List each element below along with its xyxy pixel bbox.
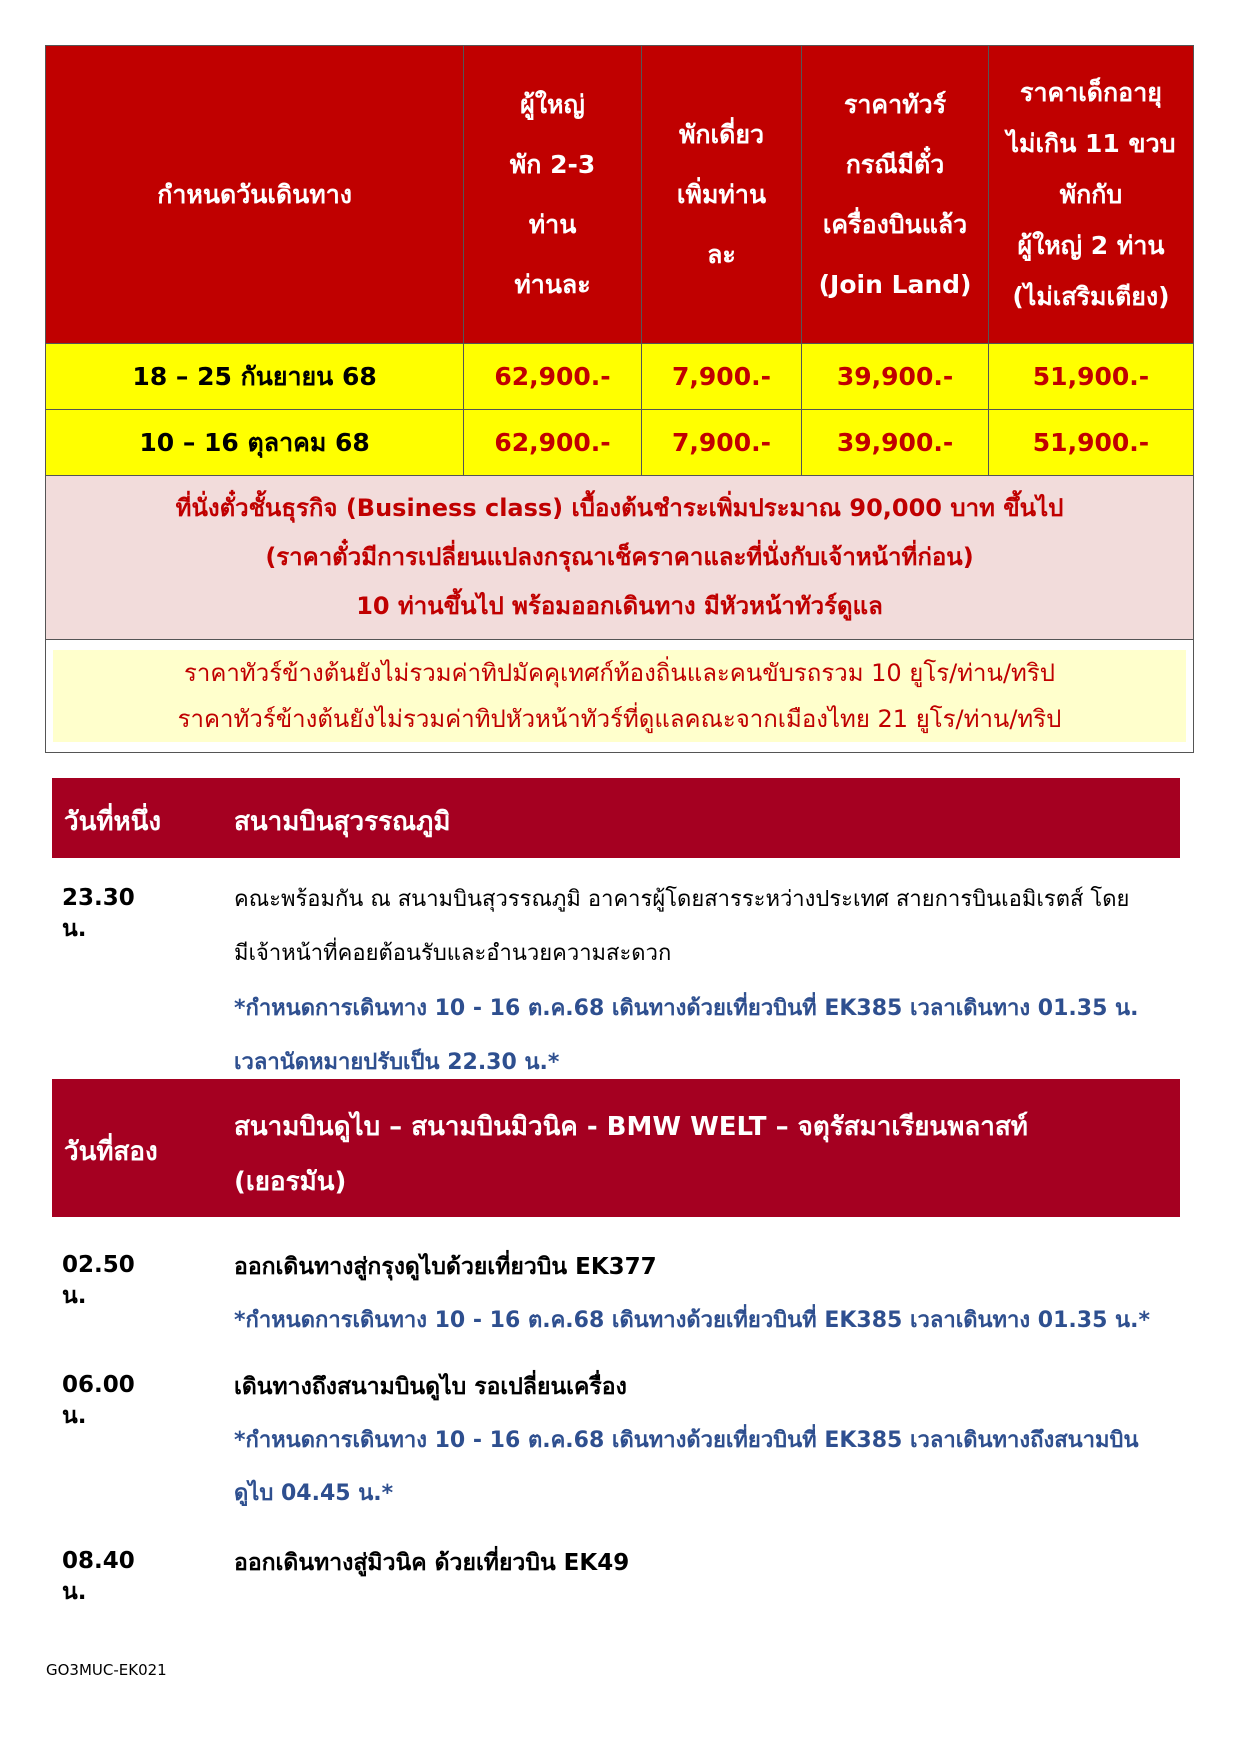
day1-label: วันที่หนึ่ง xyxy=(64,807,162,837)
table-row xyxy=(46,410,1194,476)
tip-note-cell xyxy=(46,640,1194,753)
day2-header xyxy=(52,1079,1180,1217)
day1-title: สนามบินสุวรรณภูมิ xyxy=(234,807,451,837)
schedule-desc: ออกเดินทางสู่กรุงดูไบด้วยเที่ยวบิน EK377 xyxy=(234,1254,657,1280)
day2-title-line2: (เยอรมัน) xyxy=(234,1167,347,1197)
price-table-header xyxy=(46,46,1194,344)
day1-note-line1: *กำหนดการเดินทาง 10 - 16 ต.ค.68 เดินทางด้วยเที่ยวบินที่ EK385 เวลาเดินทาง 01.35 น. xyxy=(234,996,1139,1021)
schedule-desc: ออกเดินทางสู่มิวนิค ด้วยเที่ยวบิน EK49 xyxy=(234,1550,630,1576)
row-adult-price: 62,900.- xyxy=(464,410,642,476)
schedule-time: 08.40 น. xyxy=(62,1548,135,1605)
schedule-time: 06.00 น. xyxy=(62,1372,135,1429)
row-child-price: 51,900.- xyxy=(988,410,1193,476)
schedule-time: 02.50 น. xyxy=(62,1252,135,1309)
day1-header xyxy=(52,778,1180,858)
day1-note-line2: เวลานัดหมายปรับเป็น 22.30 น.* xyxy=(234,1050,560,1075)
day1-time: 23.30 น. xyxy=(62,885,135,942)
price-table xyxy=(45,45,1194,753)
header-join-land: ราคาทัวร์ กรณีมีตั๋ว เครื่องบินแล้ว (Join Land) xyxy=(802,46,989,344)
schedule-note: *กำหนดการเดินทาง 10 - 16 ต.ค.68 เดินทางด้วยเที่ยวบินที่ EK385 เวลาเดินทางถึงสนามบิน xyxy=(234,1428,1139,1453)
row-date: 18 – 25 กันยายน 68 xyxy=(46,344,464,410)
business-class-note: ที่นั่งตั๋วชั้นธุรกิจ (Business class) เบื้องต้นชำระเพิ่มประมาณ 90,000 บาท ขึ้นไป (ราคาตั๋วมีการเปลี่ยนแปลงกรุณาเช็คราคาและที่นั่งกับเจ้าหน้าที่ก่อน) 10 ท่านขึ้นไป พร้อมออกเดินทาง มีหัวหน้าทัวร์ดูแล xyxy=(46,476,1194,640)
day1-desc-line1: คณะพร้อมกัน ณ สนามบินสุวรรณภูมิ อาคารผู้โดยสารระหว่างประเทศ สายการบินเอมิเรตส์ โดย xyxy=(234,887,1130,912)
day2-label: วันที่สอง xyxy=(64,1137,158,1167)
schedule-note: *กำหนดการเดินทาง 10 - 16 ต.ค.68 เดินทางด้วยเที่ยวบินที่ EK385 เวลาเดินทาง 01.35 น.* xyxy=(234,1308,1150,1333)
row-single-price: 7,900.- xyxy=(641,410,801,476)
row-adult-price: 62,900.- xyxy=(464,344,642,410)
row-join-land-price: 39,900.- xyxy=(802,344,989,410)
schedule-desc: เดินทางถึงสนามบินดูไบ รอเปลี่ยนเครื่อง xyxy=(234,1374,627,1400)
table-row xyxy=(46,344,1194,410)
header-child-price: ราคาเด็กอายุ ไม่เกิน 11 ขวบ พักกับ ผู้ใหญ่ 2 ท่าน (ไม่เสริมเตียง) xyxy=(988,46,1193,344)
row-join-land-price: 39,900.- xyxy=(802,410,989,476)
row-date: 10 – 16 ตุลาคม 68 xyxy=(46,410,464,476)
tip-note: ราคาทัวร์ข้างต้นยังไม่รวมค่าทิปมัคคุเทศก์ท้องถิ่นและคนขับรถรวม 10 ยูโร/ท่าน/ทริป ราคาทัวร์ข้างต้นยังไม่รวมค่าทิปหัวหน้าทัวร์ที่ดูแลคณะจากเมืองไทย 21 ยูโร/ท่าน/ทริป xyxy=(53,650,1186,742)
header-single-supplement: พักเดี่ยว เพิ่มท่าน ละ xyxy=(641,46,801,344)
schedule-note: ดูไบ 04.45 น.* xyxy=(234,1481,394,1506)
document-code: GO3MUC-EK021 xyxy=(46,1661,167,1679)
tip-note-row xyxy=(46,640,1194,753)
day1-desc-line2: มีเจ้าหน้าที่คอยต้อนรับและอำนวยความสะดวก xyxy=(234,941,672,966)
row-child-price: 51,900.- xyxy=(988,344,1193,410)
row-single-price: 7,900.- xyxy=(641,344,801,410)
header-adult-price: ผู้ใหญ่ พัก 2-3 ท่าน ท่านละ xyxy=(464,46,642,344)
business-class-note-row xyxy=(46,476,1194,640)
day2-title-line1: สนามบินดูไบ – สนามบินมิวนิค - BMW WELT – จตุรัสมาเรียนพลาสท์ xyxy=(234,1112,1028,1142)
header-travel-date: กำหนดวันเดินทาง xyxy=(46,46,464,344)
